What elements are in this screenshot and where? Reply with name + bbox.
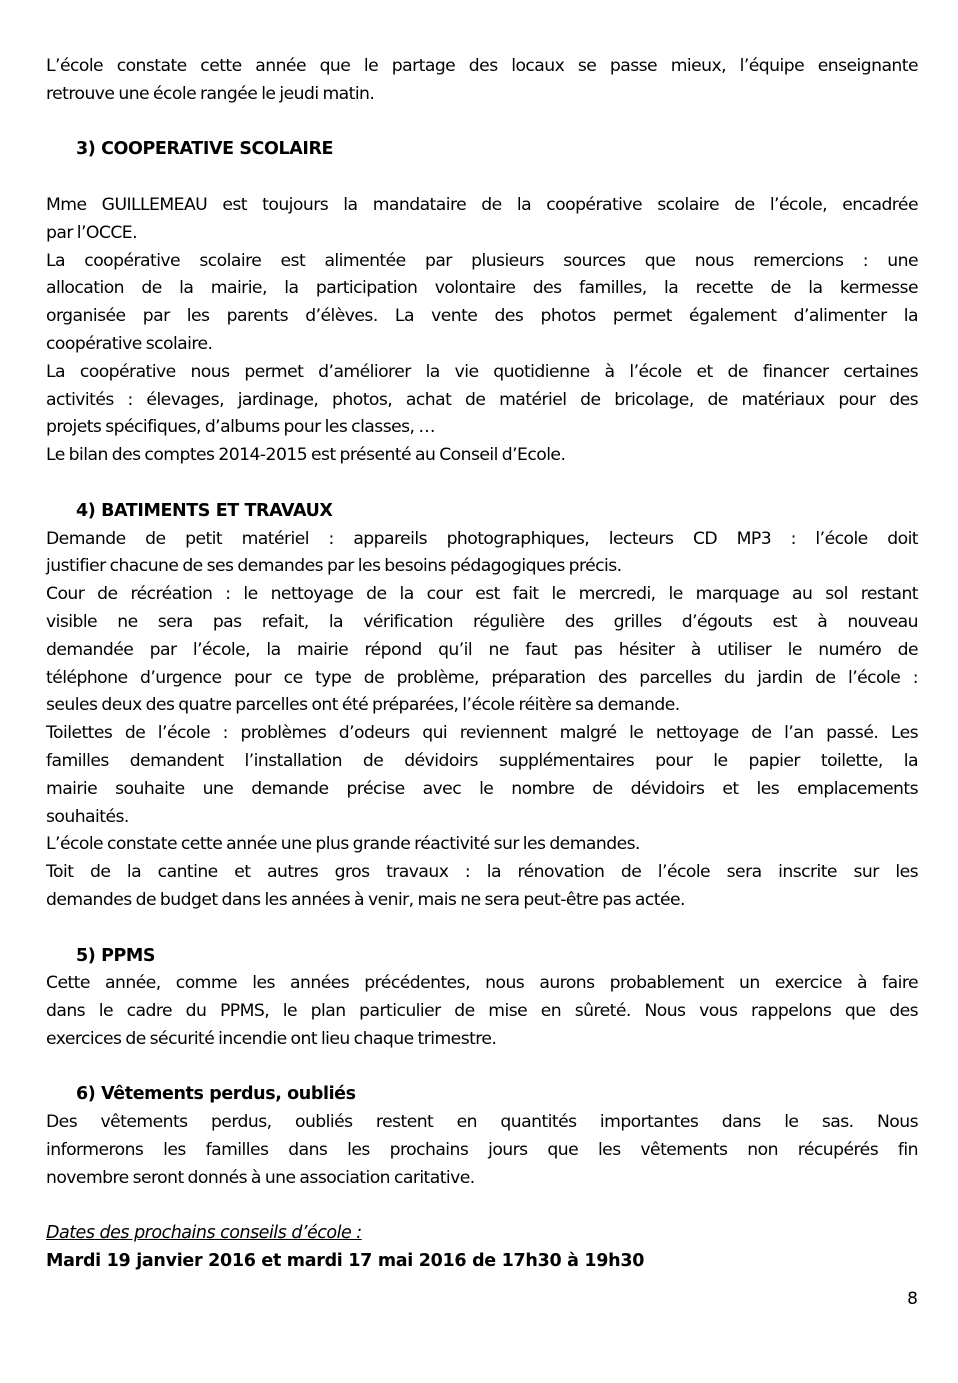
paragraph [46, 859, 918, 915]
text-line: L’école constate cette année que le partage des locaux se passe mieux, l’équipe enseignante [46, 56, 918, 76]
text-line: téléphone d’urgence pour ce type de problème, préparation des parcelles du jardin de l’école : [46, 667, 918, 688]
section-cooperative-scolaire [46, 136, 918, 470]
text-line: par l’OCCE. [46, 222, 138, 243]
text-line: demandes de budget dans les années à venir, mais ne sera peut-être pas actée. [46, 889, 685, 910]
text-line: projets spécifiques, d’albums pour les classes, … [46, 417, 435, 438]
document-page [46, 53, 918, 1276]
text-line: Demande de petit matériel : appareils photographiques, lecteurs CD MP3 : l’école doit [46, 528, 918, 549]
text-line: Le bilan des comptes 2014-2015 est présenté au Conseil d’Ecole. [46, 445, 566, 466]
text-line: La coopérative scolaire est alimentée par plusieurs sources que nous remercions : une [46, 250, 918, 271]
text-line: coopérative scolaire. [46, 333, 213, 354]
paragraph [46, 192, 918, 248]
text-line: Cette année, comme les années précédentes, nous aurons probablement un exercice à faire [46, 973, 918, 994]
text-line: allocation de la mairie, la participation volontaire des familles, la recette de la kermesse [46, 278, 918, 299]
next-meetings [46, 1220, 918, 1276]
intro-paragraph [46, 53, 918, 109]
section-heading: 4) BATIMENTS ET TRAVAUX [76, 500, 333, 521]
section-vetements-perdus [46, 1081, 918, 1192]
text-line: L’école constate cette année une plus grande réactivité sur les demandes. [46, 834, 640, 855]
text-line: mairie souhaite une demande précise avec le nombre de dévidoirs et les emplacements [46, 778, 918, 799]
section-heading: 6) Vêtements perdus, oubliés [76, 1084, 356, 1105]
page-number: 8 [907, 1289, 918, 1309]
text-line: Toilettes de l’école : problèmes d’odeurs qui reviennent malgré le nettoyage de l’an passé. Les [46, 723, 918, 744]
paragraph [46, 442, 918, 470]
section-heading: 5) PPMS [76, 945, 156, 966]
text-line: novembre seront donnés à une association caritative. [46, 1167, 475, 1188]
paragraph [46, 581, 918, 720]
text-line: familles demandent l’installation de dévidoirs supplémentaires pour le papier toilette, la [46, 750, 918, 771]
text-line: dans le cadre du PPMS, le plan particulier de mise en sûreté. Nous vous rappelons que des [46, 1001, 918, 1022]
paragraph [46, 1109, 918, 1192]
text-line: organisée par les parents d’élèves. La vente des photos permet également d’alimenter la [46, 306, 918, 327]
text-line: Toit de la cantine et autres gros travaux : la rénovation de l’école sera inscrite sur les [46, 862, 918, 883]
text-line: souhaités. [46, 806, 129, 827]
paragraph [46, 526, 918, 582]
text-line: exercices de sécurité incendie ont lieu chaque trimestre. [46, 1028, 497, 1049]
section-heading: 3) COOPERATIVE SCOLAIRE [76, 139, 334, 160]
paragraph [46, 831, 918, 859]
next-meetings-dates: Mardi 19 janvier 2016 et mardi 17 mai 2016 de 17h30 à 19h30 [46, 1251, 645, 1272]
text-line: La coopérative nous permet d’améliorer la vie quotidienne à l’école et de financer certaines [46, 361, 918, 382]
text-line: visible ne sera pas refait, la vérification régulière des grilles d’égouts est à nouveau [46, 611, 918, 632]
text-line: Cour de récréation : le nettoyage de la cour est fait le mercredi, le marquage au sol restant [46, 584, 918, 605]
text-line: Mme GUILLEMEAU est toujours la mandataire de la coopérative scolaire de l’école, encadrée [46, 194, 918, 215]
paragraph [46, 248, 918, 359]
section-ppms [46, 943, 918, 1054]
text-line: retrouve une école rangée le jeudi matin. [46, 83, 375, 104]
text-line: demandée par l’école, la mairie répond qu’il ne faut pas hésiter à utiliser le numéro de [46, 639, 918, 660]
text-line: informerons les familles dans les prochains jours que les vêtements non récupérés fin [46, 1140, 918, 1161]
next-meetings-label: Dates des prochains conseils d’école : [46, 1223, 362, 1244]
paragraph [46, 970, 918, 1053]
paragraph [46, 359, 918, 442]
text-line: activités : élevages, jardinage, photos, achat de matériel de bricolage, de matériaux pour des [46, 389, 918, 410]
paragraph [46, 720, 918, 831]
text-line: justifier chacune de ses demandes par les besoins pédagogiques précis. [46, 556, 622, 577]
text-line: Des vêtements perdus, oubliés restent en quantités importantes dans le sas. Nous [46, 1112, 918, 1133]
section-batiments-et-travaux [46, 498, 918, 915]
text-line: seules deux des quatre parcelles ont été préparées, l’école réitère sa demande. [46, 695, 680, 716]
